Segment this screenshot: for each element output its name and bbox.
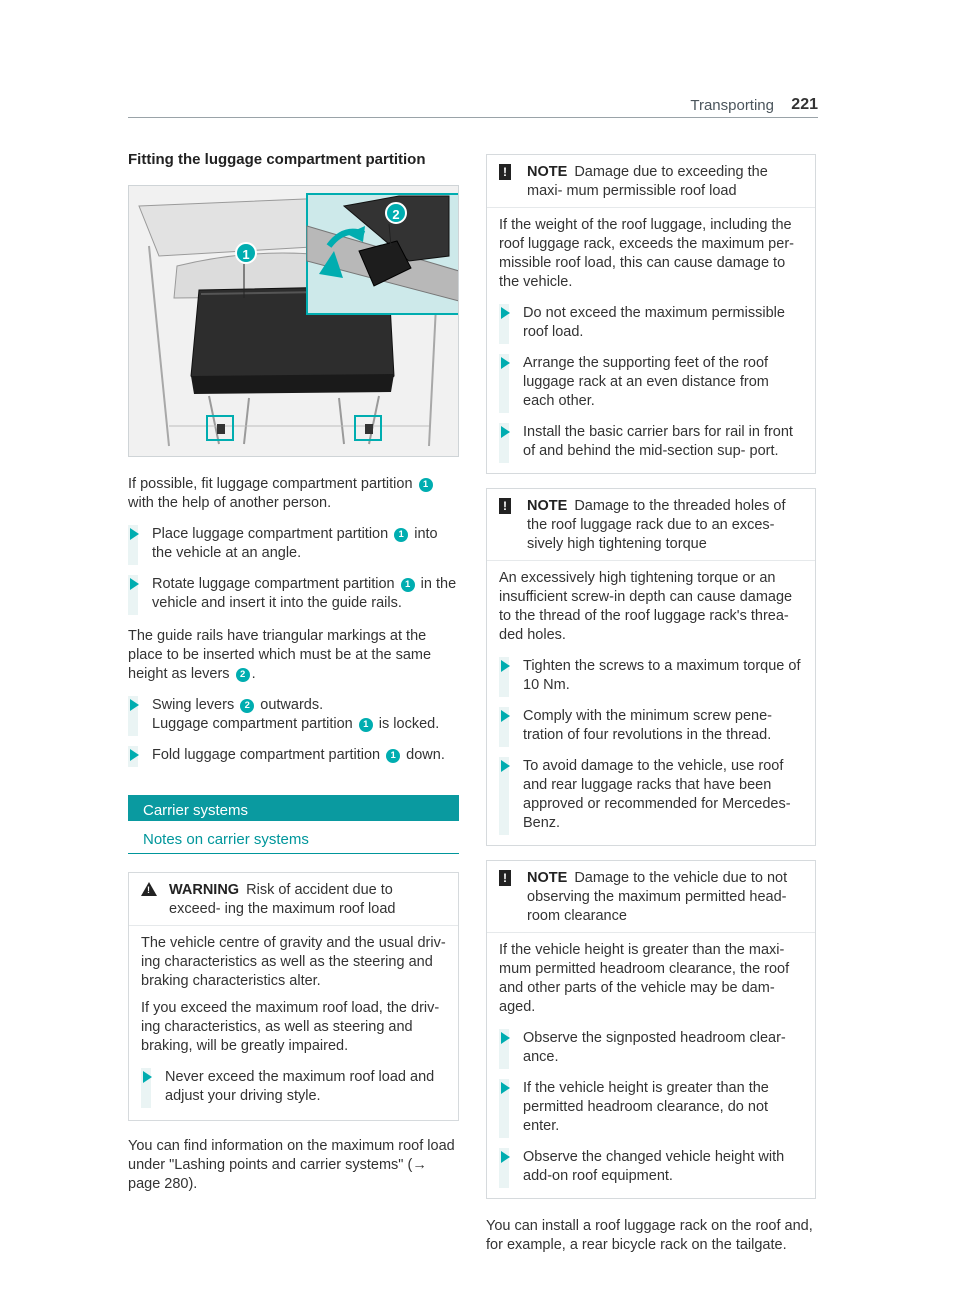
step-arrow-icon [501,1032,510,1044]
note-box-1 [486,154,816,474]
note-step [499,304,803,342]
step-arrow-icon [501,710,510,722]
note-text: If the vehicle height is greater than the maxi- mum permitted headroom clearance, the roof and other parts of the vehicle may be dam- aged. [499,942,790,1015]
label-2: 2 [240,699,254,713]
note-step [499,707,803,745]
note-body [487,208,815,473]
right-column [486,154,816,1263]
step-text: in the vehicle and insert it into the guide rails. [152,576,457,611]
note-text: If the weight of the roof luggage, including the roof luggage rack, exceeds the maximum per- missible roof load, this can cause damage to the vehicle. [499,217,794,290]
header-section: Transporting [690,97,774,114]
guide-text: The guide rails have triangular markings at the place to be inserted which must be at the same height as levers [128,628,432,682]
label-2: 2 [236,668,250,682]
partition-illustration [128,185,459,457]
note-step [499,757,803,833]
note-keyword: NOTE [527,498,568,514]
step-arrow-icon [501,426,510,438]
step-arrow-icon [501,307,510,319]
step-text: into the vehicle at an angle. [152,526,438,561]
note-body [487,933,815,1198]
step-text: Swing levers [152,697,239,713]
note-head [487,155,815,208]
note-keyword: NOTE [527,164,568,180]
step-text: down. [402,747,445,763]
warning-box [128,872,459,1121]
label-1: 1 [386,749,400,763]
fitting-title: Fitting the luggage compartment partition [128,151,426,168]
warning-head [129,873,458,926]
step-text: Place luggage compartment partition [152,526,393,542]
note-step [499,1029,803,1067]
step-result: Luggage compartment partition [152,716,357,732]
note-step [499,1079,803,1136]
closing-text: You can install a roof luggage rack on the roof and, for example, a rear bicycle rack on the tailgate. [486,1218,813,1253]
step-rotate [128,575,459,613]
step-swing [128,696,459,734]
step-text: Fold luggage compartment partition [152,747,385,763]
carrier-banner: Carrier systems [128,795,459,821]
step-arrow-icon [130,528,139,540]
figure-label-2: 2 [385,202,407,224]
step-arrow-icon [130,699,139,711]
partition-drawing [129,186,459,457]
label-1: 1 [359,718,373,732]
step-text: outwards. [256,697,324,713]
step-fold [128,746,459,765]
page-number: 221 [791,96,818,113]
step-text: Never exceed the maximum roof load and adjust your driving style. [165,1069,435,1104]
note-title: Damage to the threaded holes of the roof luggage rack due to an exces- sively high tightening torque [527,498,786,552]
note-step [499,354,803,411]
guide-text-end: . [251,666,256,682]
step-arrow-icon [130,578,139,590]
warning-body-1: The vehicle centre of gravity and the usual driv- ing characteristics as well as the steering and braking characteristics alter. [141,935,446,989]
page-header [128,96,818,118]
note-box-3 [486,860,816,1199]
fitting-intro [128,475,459,513]
note-text: An excessively high tightening torque or an insufficient screw-in depth can cause damage to the thread of the roof luggage rack's threa- ded holes. [499,570,793,643]
intro-text-b: with the help of another person. [128,495,332,511]
figure-label-1: 1 [235,242,257,264]
note-head [487,861,815,933]
guide-note [128,627,459,684]
step-arrow-icon [143,1071,152,1083]
note-title: Damage due to exceeding the maxi- mum permissible roof load [527,164,768,199]
step-place [128,525,459,563]
warning-step [141,1068,446,1106]
step-arrow-icon [501,1082,510,1094]
note-step [499,657,803,695]
note-exclamation-icon: ! [499,870,511,886]
roof-load-info: You can find information on the maximum roof load under "Lashing points and carrier systems" (→ page 280). [128,1138,455,1192]
step-arrow-icon [501,357,510,369]
carrier-subtitle: Notes on carrier systems [128,830,459,854]
warning-title: Risk of accident due to exceed- ing the maximum roof load [169,882,396,917]
step-text: Observe the signposted headroom clear- ance. [523,1030,786,1065]
step-result: is locked. [374,716,440,732]
step-arrow-icon [501,1151,510,1163]
note-box-2 [486,488,816,846]
warning-icon: ! [141,882,157,896]
warning-body [129,926,458,1120]
step-text: If the vehicle height is greater than the permitted headroom clearance, do not enter. [523,1080,769,1134]
label-1: 1 [419,478,433,492]
step-text: To avoid damage to the vehicle, use roof and rear luggage racks that have been approved or recommended for Mercedes-Benz. [523,758,791,831]
label-1: 1 [401,578,415,592]
note-exclamation-icon: ! [499,164,511,180]
step-arrow-icon [501,660,510,672]
note-exclamation-icon: ! [499,498,511,514]
step-arrow-icon [130,749,139,761]
step-text: Install the basic carrier bars for rail in front of and behind the mid-section sup- port. [523,424,793,459]
warning-body-2: If you exceed the maximum roof load, the driv- ing characteristics, as well as steering and braking, will be greatly impaired. [141,1000,440,1054]
note-keyword: NOTE [527,870,568,886]
note-body [487,561,815,845]
label-1: 1 [394,528,408,542]
step-arrow-icon [501,760,510,772]
note-step [499,1148,803,1186]
intro-text-a: If possible, fit luggage compartment partition [128,476,417,492]
warning-keyword: WARNING [169,882,240,898]
left-column [128,150,459,1202]
note-head [487,489,815,561]
step-text: Observe the changed vehicle height with add-on roof equipment. [523,1149,785,1184]
step-text: Rotate luggage compartment partition [152,576,399,592]
step-text: Do not exceed the maximum permissible roof load. [523,305,785,340]
step-text: Arrange the supporting feet of the roof luggage rack at an even distance from each other. [523,355,769,409]
note-step [499,423,803,461]
step-text: Comply with the minimum screw pene- tration of four revolutions in the thread. [523,708,772,743]
note-title: Damage to the vehicle due to not observing the maximum permitted head- room clearance [527,870,788,924]
step-text: Tighten the screws to a maximum torque of 10 Nm. [523,658,801,693]
